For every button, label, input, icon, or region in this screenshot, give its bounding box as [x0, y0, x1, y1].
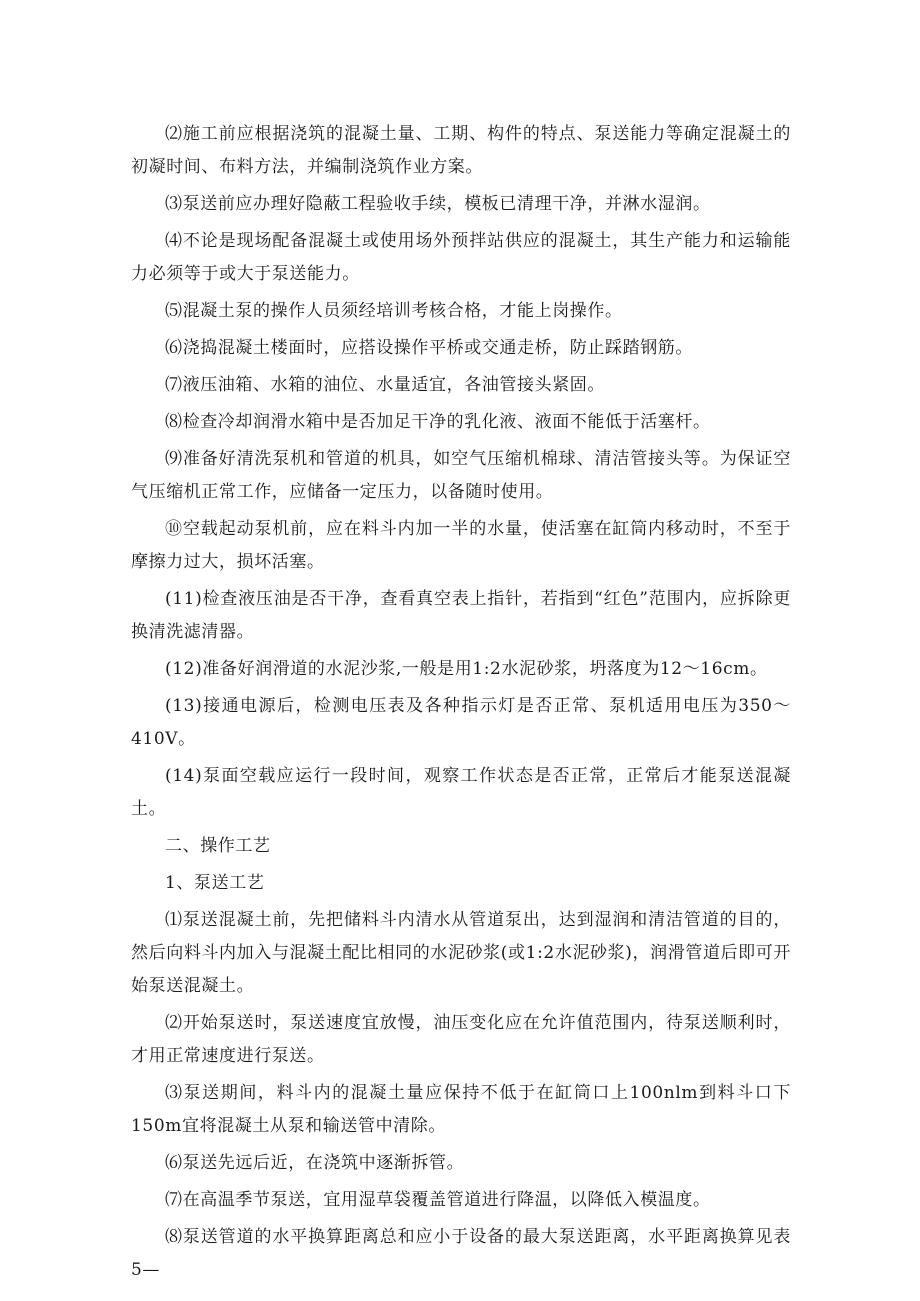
paragraph-14: (14)泵面空载应运行一段时间，观察工作状态是否正常，正常后才能泵送混凝土。 [131, 766, 791, 819]
paragraph-13: (13)接通电源后，检测电压表及各种指示灯是否正常、泵机适用电压为350～410V。 [131, 696, 791, 749]
paragraph-4: ⑷不论是现场配备混凝土或使用场外预拌站供应的混凝土，其生产能力和运输能力必须等于或大于泵送能力。 [131, 231, 791, 284]
process-paragraph-1: ⑴泵送混凝土前，先把储料斗内清水从管道泵出，达到湿润和清洁管道的目的，然后向料斗内加入与混凝土配比相同的水泥砂浆(或1:2水泥砂浆)，润滑管道后即可开始泵送混凝土。 [131, 910, 791, 996]
paragraph-12: (12)准备好润滑道的水泥沙浆,一般是用1:2水泥砂浆，坍落度为12～16cm。 [165, 659, 768, 679]
paragraph-6: ⑹浇捣混凝土楼面时，应搭设操作平桥或交通走桥，防止踩踏钢筋。 [165, 338, 693, 358]
process-paragraph-2: ⑵开始泵送时，泵送速度宜放慢，油压变化应在允许值范围内，待泵送顺利时，才用正常速度进行泵送。 [131, 1013, 791, 1066]
document-page [131, 118, 791, 1291]
paragraph-5: ⑸混凝土泵的操作人员须经培训考核合格，才能上岗操作。 [165, 301, 623, 321]
process-paragraph-7: ⑺在高温季节泵送，宜用湿草袋覆盖管道进行降温，以降低入模温度。 [165, 1190, 711, 1210]
paragraph-3: ⑶泵送前应办理好隐蔽工程验收手续，模板已清理干净，并淋水湿润。 [165, 194, 711, 214]
paragraph-7: ⑺液压油箱、水箱的油位、水量适宜，各油管接头紧固。 [165, 375, 605, 395]
paragraph-10: ⑩空载起动泵机前，应在料斗内加一半的水量，使活塞在缸筒内移动时，不至于摩擦力过大，损坏活塞。 [131, 519, 791, 572]
paragraph-11: (11)检查液压油是否干净，查看真空表上指针，若指到“红色”范围内，应拆除更换清洗滤清器。 [131, 589, 791, 642]
paragraph-9: ⑼准备好清洗泵机和管道的机具，如空气压缩机棉球、清洁管接头等。为保证空气压缩机正常工作，应储备一定压力，以备随时使用。 [131, 449, 791, 502]
process-paragraph-3: ⑶泵送期间，料斗内的混凝土量应保持不低于在缸筒口上100nlm到料斗口下150m宜将混凝土从泵和输送管中清除。 [131, 1083, 791, 1136]
process-paragraph-6: ⑹泵送先远后近，在浇筑中逐渐拆管。 [165, 1153, 465, 1173]
section-heading: 二、操作工艺 [165, 836, 271, 856]
process-paragraph-8: ⑻泵送管道的水平换算距离总和应小于设备的最大泵送距离，水平距离换算见表5— [131, 1227, 791, 1280]
subsection-heading: 1、泵送工艺 [165, 873, 265, 893]
paragraph-2: ⑵施工前应根据浇筑的混凝土量、工期、构件的特点、泵送能力等确定混凝土的初凝时间、布料方法，并编制浇筑作业方案。 [131, 124, 791, 177]
paragraph-8: ⑻检查冷却润滑水箱中是否加足干净的乳化液、液面不能低于活塞杆。 [165, 412, 711, 432]
